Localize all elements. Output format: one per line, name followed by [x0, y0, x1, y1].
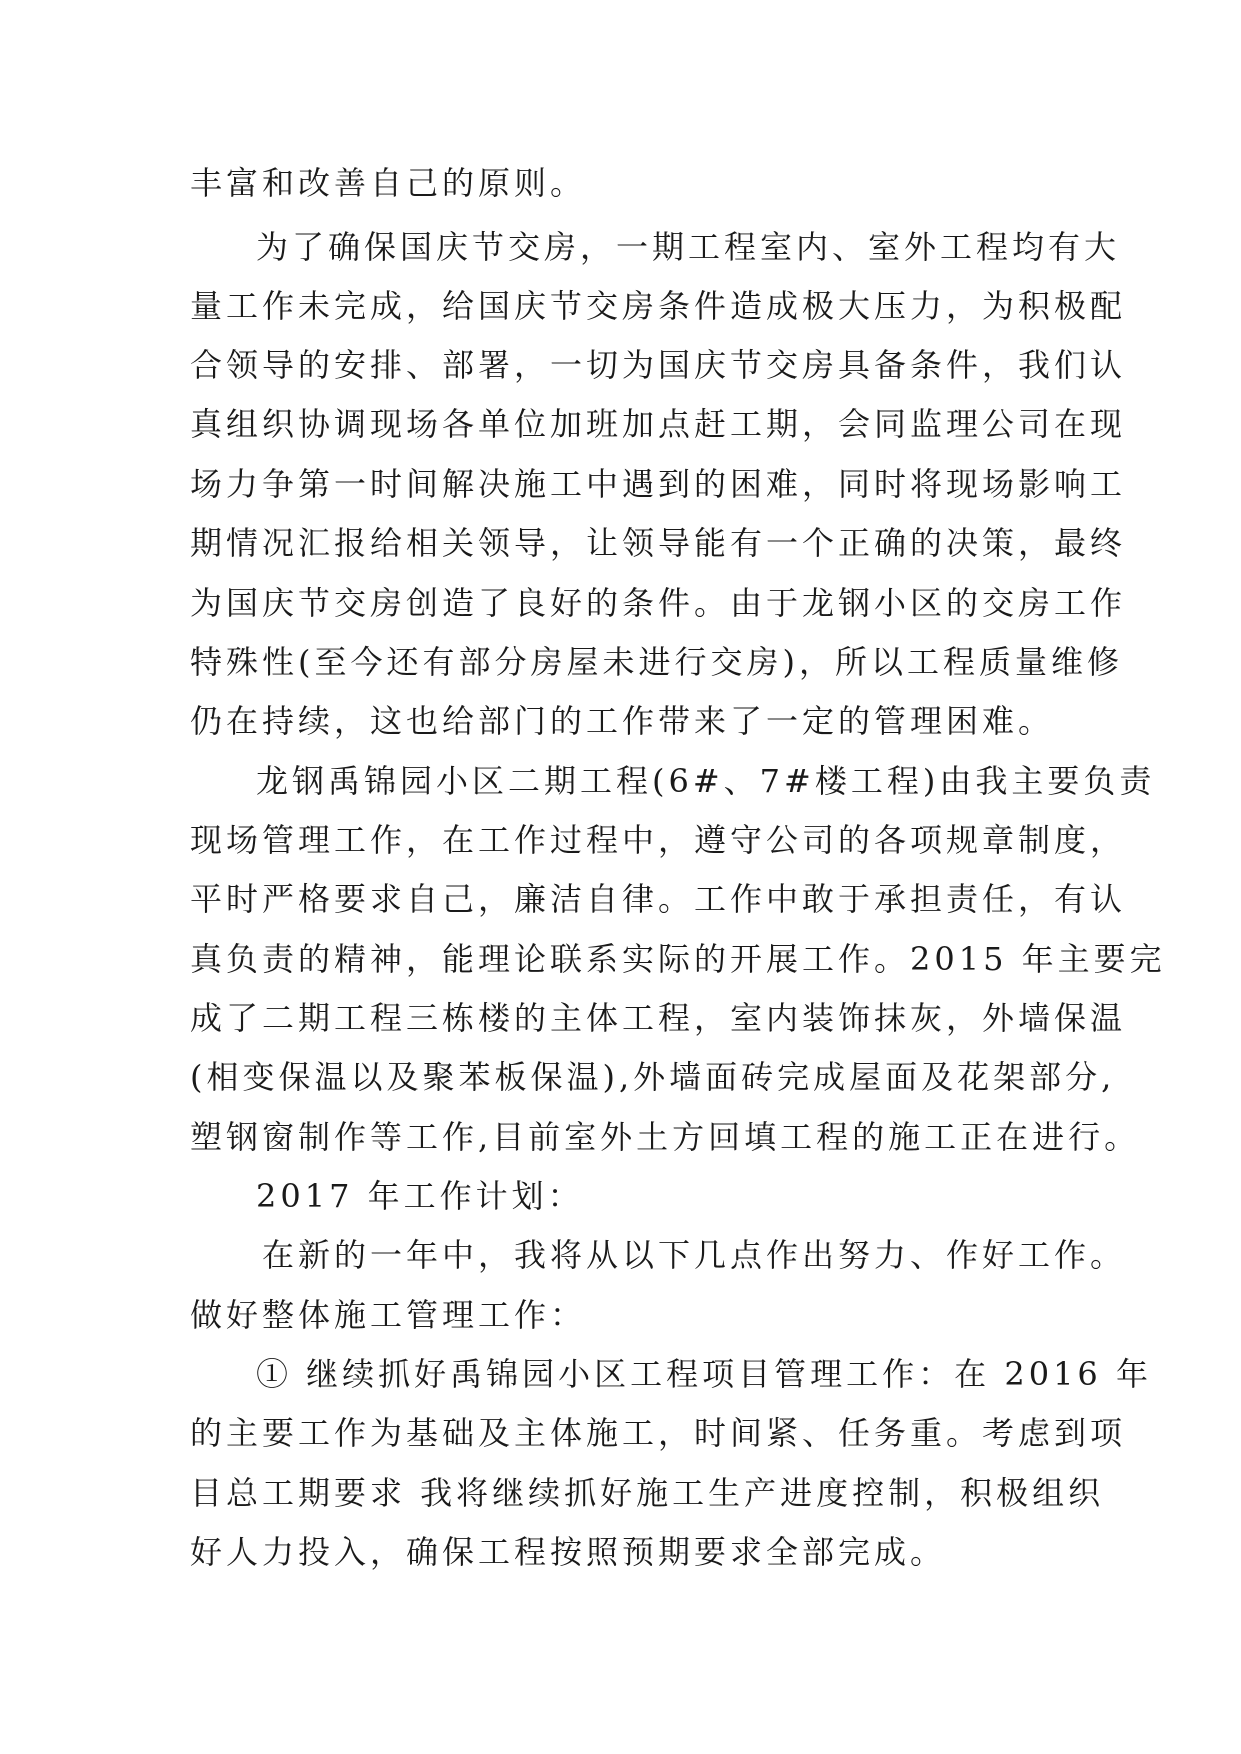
text-line: 2017 年工作计划：: [256, 1177, 584, 1215]
text-line: 现场管理工作，在工作过程中，遵守公司的各项规章制度，: [190, 821, 1127, 859]
text-line: 特殊性(至今还有部分房屋未进行交房)，所以工程质量维修: [190, 643, 1123, 681]
text-line: 为国庆节交房创造了良好的条件。由于龙钢小区的交房工作: [190, 584, 1127, 622]
text-line: 龙钢禹锦园小区二期工程(6#、7#楼工程)由我主要负责: [256, 762, 1156, 800]
text-line: 好人力投入，确保工程按照预期要求全部完成。: [190, 1533, 947, 1571]
text-line: (相变保温以及聚苯板保温),外墙面砖完成屋面及花架部分,: [190, 1058, 1116, 1096]
text-line: 真组织协调现场各单位加班加点赶工期，会同监理公司在现: [190, 405, 1127, 443]
text-line: 成了二期工程三栋楼的主体工程，室内装饰抹灰，外墙保温: [190, 999, 1127, 1037]
text-line: 仍在持续，这也给部门的工作带来了一定的管理困难。: [190, 702, 1055, 740]
text-line: 丰富和改善自己的原则。: [190, 164, 587, 202]
text-line: 平时严格要求自己，廉洁自律。工作中敢于承担责任，有认: [190, 880, 1127, 918]
text-line: 场力争第一时间解决施工中遇到的困难，同时将现场影响工: [190, 465, 1127, 503]
text-line: 期情况汇报给相关领导，让领导能有一个正确的决策，最终: [190, 524, 1127, 562]
text-line: 在新的一年中，我将从以下几点作出努力、作好工作。: [262, 1236, 1127, 1274]
text-line: 真负责的精神，能理论联系实际的开展工作。2015 年主要完: [190, 940, 1166, 978]
text-line: 目总工期要求 我将继续抓好施工生产进度控制，积极组织: [190, 1474, 1105, 1512]
text-line: 为了确保国庆节交房，一期工程室内、室外工程均有大: [256, 228, 1121, 266]
text-line: 量工作未完成，给国庆节交房条件造成极大压力，为积极配: [190, 287, 1127, 325]
text-line: 塑钢窗制作等工作,目前室外土方回填工程的施工正在进行。: [190, 1118, 1141, 1156]
text-line: 合领导的安排、部署，一切为国庆节交房具备条件，我们认: [190, 346, 1127, 384]
text-line: 的主要工作为基础及主体施工，时间紧、任务重。考虑到项: [190, 1414, 1127, 1452]
text-line: 做好整体施工管理工作：: [190, 1296, 587, 1334]
text-line: ① 继续抓好禹锦园小区工程项目管理工作：在 2016 年: [256, 1355, 1152, 1393]
